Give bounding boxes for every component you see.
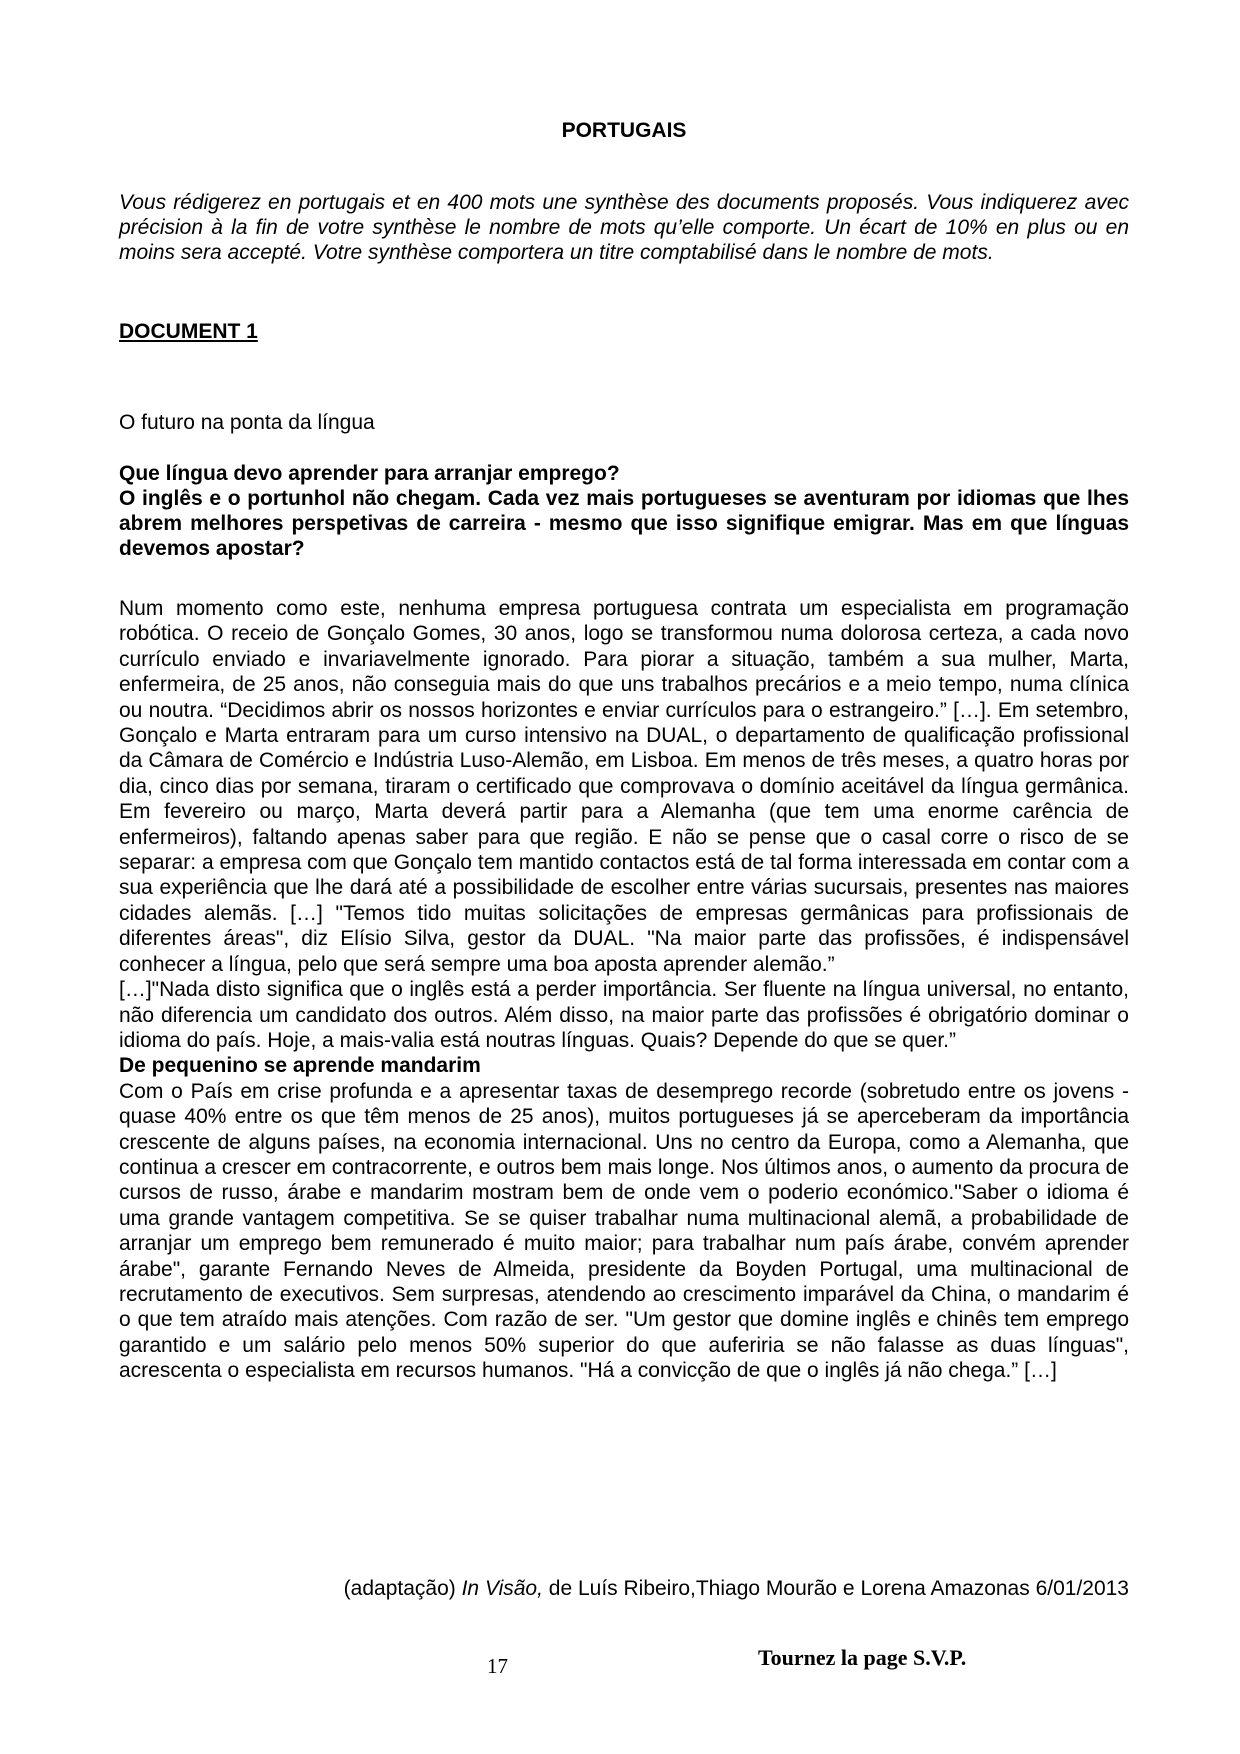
document-heading: DOCUMENT 1 — [119, 320, 258, 343]
source-authors: de Luís Ribeiro,Thiago Mourão e Lorena Amazonas 6/01/2013 — [542, 1577, 1129, 1600]
source-prefix: (adaptação) — [343, 1577, 462, 1600]
lead-text: O inglês e o portunhol não chegam. Cada vez mais portugueses se aventuram por idiomas que lhes abrem melhores perspetivas de carreira - mesmo que isso signifique emigrar. Mas em que línguas devemos apostar? — [119, 487, 1129, 560]
page-title: PORTUGAIS — [561, 119, 687, 142]
source-citation — [344, 1577, 1129, 1601]
instructions-text: Vous rédigerez en portugais et en 400 mots une synthèse des documents proposés. Vous indiquerez avec précision à la fin de votre synthèse le nombre de mots qu’elle comporte. Un écart de 10% en plus ou en moins sera accepté. Votre synthèse comportera un titre comptabilisé dans le nombre de mots. — [119, 191, 1129, 264]
turn-page-note: Tournez la page S.V.P. — [758, 1645, 967, 1670]
lead-question: Que língua devo aprender para arranjar emprego? — [119, 462, 620, 485]
article-subheading: De pequenino se aprende mandarim — [119, 1054, 481, 1078]
body-paragraph: Com o País em crise profunda e a apresentar taxas de desemprego recorde (sobretudo entre os jovens - quase 40% entre os que têm menos de 25 anos), muitos portugueses já se aperceberam da importância crescente de alguns países, na economia internacional. Uns no centro da Europa, como a Alemanha, que continua a crescer em contracorrente, e outros bem mais longe. Nos últimos anos, o aumento da procura de cursos de russo, árabe e mandarim mostram bem de onde vem o poderio económico."Saber o idioma é uma grande vantagem competitiva. Se se quiser trabalhar numa multinacional alemã, a probabilidade de arranjar um emprego bem remunerado é muito maior; para trabalhar num país árabe, convém aprender árabe", garante Fernando Neves de Almeida, presidente da Boyden Portugal, uma multinacional de recrutamento de executivos. Sem surpresas, atendendo ao crescimento imparável da China, o mandarim é o que tem atraído mais atenções. Com razão de ser. "Um gestor que domine inglês e chinês tem emprego garantido e um salário pelo menos 50% superior do que auferiria se não falasse as duas línguas", acrescenta o especialista em recursos humanos. "Há a convicção de que o inglês já não chega.” […] — [119, 1079, 1129, 1383]
body-paragraph: […]"Nada disto significa que o inglês está a perder importância. Ser fluente na língua universal, no entanto, não diferencia um candidato dos outros. Além disso, na maior parte das profissões é obrigatório dominar o idioma do país. Hoje, a mais-valia está noutras línguas. Quais? Depende do que se quer.” — [119, 978, 1129, 1052]
article-body — [119, 596, 1129, 1384]
page-number: 17 — [487, 1654, 508, 1678]
article-lead — [119, 461, 1129, 561]
article-kicker: O futuro na ponta da língua — [119, 411, 375, 434]
body-paragraph: Num momento como este, nenhuma empresa portuguesa contrata um especialista em programação robótica. O receio de Gonçalo Gomes, 30 anos, logo se transformou numa dolorosa certeza, a cada novo currículo enviado e invariavelmente ignorado. Para piorar a situação, também a sua mulher, Marta, enfermeira, de 25 anos, não conseguia mais do que uns trabalhos precários e a meio tempo, numa clínica ou noutra. “Decidimos abrir os nossos horizontes e enviar currículos para o estrangeiro.” […]. Em setembro, Gonçalo e Marta entraram para um curso intensivo na DUAL, o departamento de qualificação profissional da Câmara de Comércio e Indústria Luso-Alemão, em Lisboa. Em menos de três meses, a quatro horas por dia, cinco dias por semana, tiraram o certificado que comprovava o domínio aceitável da língua germânica. Em fevereiro ou março, Marta deverá partir para a Alemanha (que tem uma enorme carência de enfermeiros), faltando apenas saber para que região. E não se pense que o casal corre o risco de se separar: a empresa com que Gonçalo tem mantido contactos está de tal forma interessada em contar com a sua experiência que lhe dará até a possibilidade de escolher entre várias sucursais, presentes nas maiores cidades alemãs. […] "Temos tido muitas solicitações de empresas germânicas para profissionais de diferentes áreas", diz Elísio Silva, gestor da DUAL. "Na maior parte das profissões, é indispensável conhecer a língua, pelo que será sempre uma boa aposta aprender alemão.” — [119, 597, 1129, 976]
source-publication: In Visão, — [461, 1577, 543, 1600]
